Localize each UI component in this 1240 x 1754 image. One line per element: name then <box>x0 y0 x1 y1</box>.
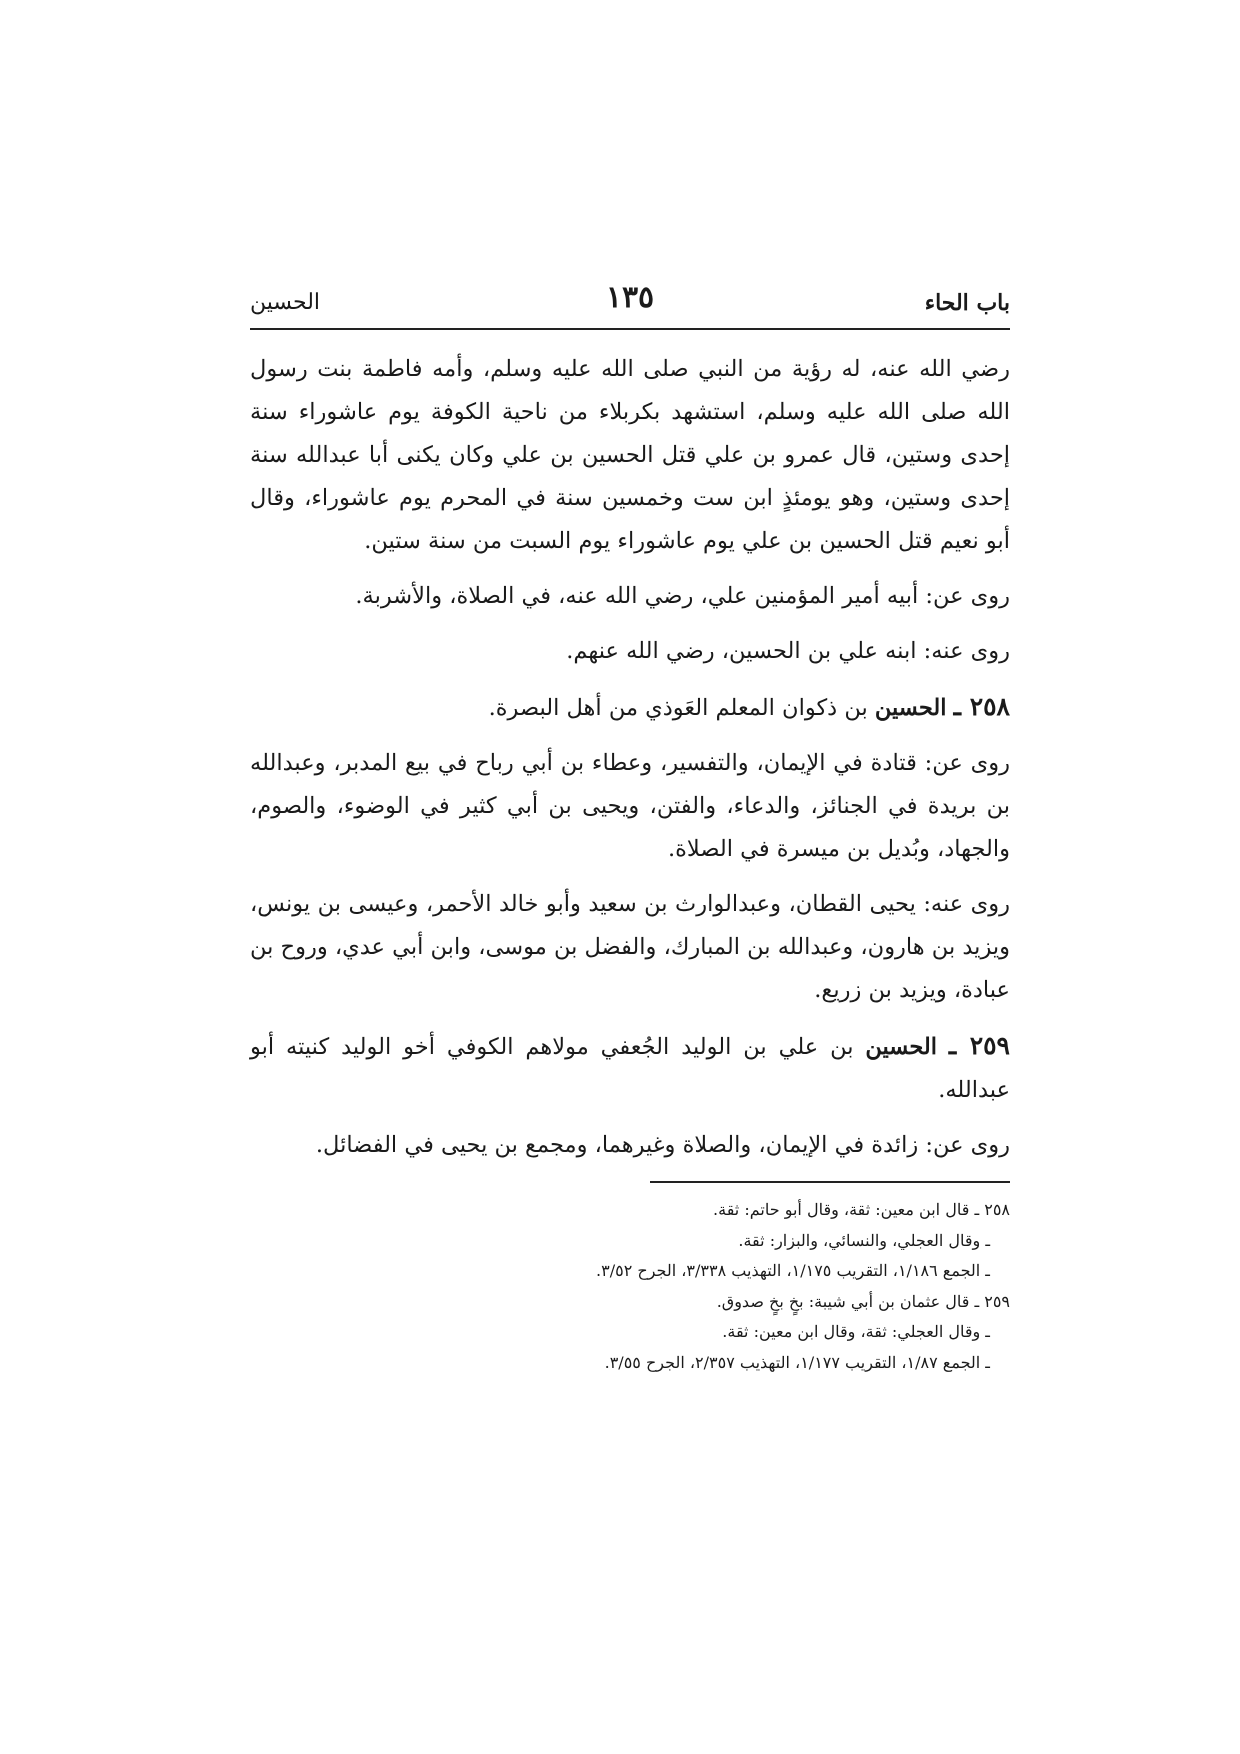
footnote-line: ـ وقال العجلي: ثقة، وقال ابن معين: ثقة. <box>722 1322 990 1341</box>
page-number: ١٣٥ <box>605 280 655 315</box>
paragraph-narrated-by: روى عنه: ابنه علي بن الحسين، رضي الله عنهم. <box>566 638 1010 664</box>
entry-name: الحسين <box>874 695 947 721</box>
entry-name: الحسين <box>865 1034 938 1060</box>
entry-259 <box>250 1024 1010 1112</box>
running-head <box>250 280 1010 330</box>
footnote-line: ـ وقال العجلي، والنسائي، والبزار: ثقة. <box>738 1230 990 1250</box>
paragraph-narrated-from: روى عن: زائدة في الإيمان، والصلاة وغيرهما، ومجمع بن يحيى في الفضائل. <box>315 1132 1010 1158</box>
entry-258 <box>250 685 1010 730</box>
paragraph-narrated-from: روى عن: أبيه أمير المؤمنين علي، رضي الله عنه، في الصلاة، والأشربة. <box>355 583 1010 609</box>
paragraph-narrated-by: روى عنه: يحيى القطان، وعبدالوارث بن سعيد وأبو خالد الأحمر، وعيسى بن يونس، ويزيد بن هارون، وعبدالله بن المبارك، والفضل بن موسى، وابن أبي عدي، وروح بن عبادة، ويزيد بن زريع. <box>250 891 1010 1003</box>
footnotes <box>250 1181 1010 1378</box>
entry-description: بن علي بن الوليد الجُعفي مولاهم الكوفي أخو الوليد كنيته أبو عبدالله. <box>250 1034 1010 1103</box>
paragraph-biography: رضي الله عنه، له رؤية من النبي صلى الله عليه وسلم، وأمه فاطمة بنت رسول الله صلى الله عليه وسلم، استشهد بكربلاء من ناحية الكوفة يوم عاشوراء سنة إحدى وستين، قال عمرو بن علي قتل الحسين بن علي وكان يكنى أبا عبدالله سنة إحدى وستين، وهو يومئذٍ ابن ست وخمسين سنة في المحرم يوم عاشوراء، وقال أبو نعيم قتل الحسين بن علي يوم عاشوراء يوم السبت من سنة ستين. <box>250 356 1010 554</box>
book-page <box>250 280 1010 1378</box>
entry-number: ٢٥٩ ـ <box>948 1031 1010 1060</box>
entry-number: ٢٥٨ ـ <box>953 692 1010 721</box>
footnote-line: ٢٥٨ ـ قال ابن معين: ثقة، وقال أبو حاتم: ثقة. <box>713 1200 1010 1219</box>
footnote-line: ـ الجمع ١/٨٧، التقريب ١/١٧٧، التهذيب ٢/٣٥٧، الجرح ٣/٥٥. <box>604 1352 990 1372</box>
entry-title: الحسين <box>250 290 321 315</box>
footnote-line: ـ الجمع ١/١٨٦، التقريب ١/١٧٥، التهذيب ٣/٣٣٨، الجرح ٣/٥٢. <box>596 1261 990 1280</box>
footnote-line: ٢٥٩ ـ قال عثمان بن أبي شيبة: بخٍ بخٍ صدوق. <box>716 1291 1010 1311</box>
main-text <box>250 348 1010 1167</box>
section-title: باب الحاء <box>924 290 1010 316</box>
entry-description: بن ذكوان المعلم العَوذي من أهل البصرة. <box>488 695 875 721</box>
paragraph-narrated-from: روى عن: قتادة في الإيمان، والتفسير، وعطاء بن أبي رباح في بيع المدبر، وعبدالله بن بريدة في الجنائز، والدعاء، والفتن، ويحيى بن أبي كثير في الوضوء، والصوم، والجهاد، وبُديل بن ميسرة في الصلاة. <box>250 750 1010 862</box>
footnote-divider <box>650 1181 1010 1183</box>
